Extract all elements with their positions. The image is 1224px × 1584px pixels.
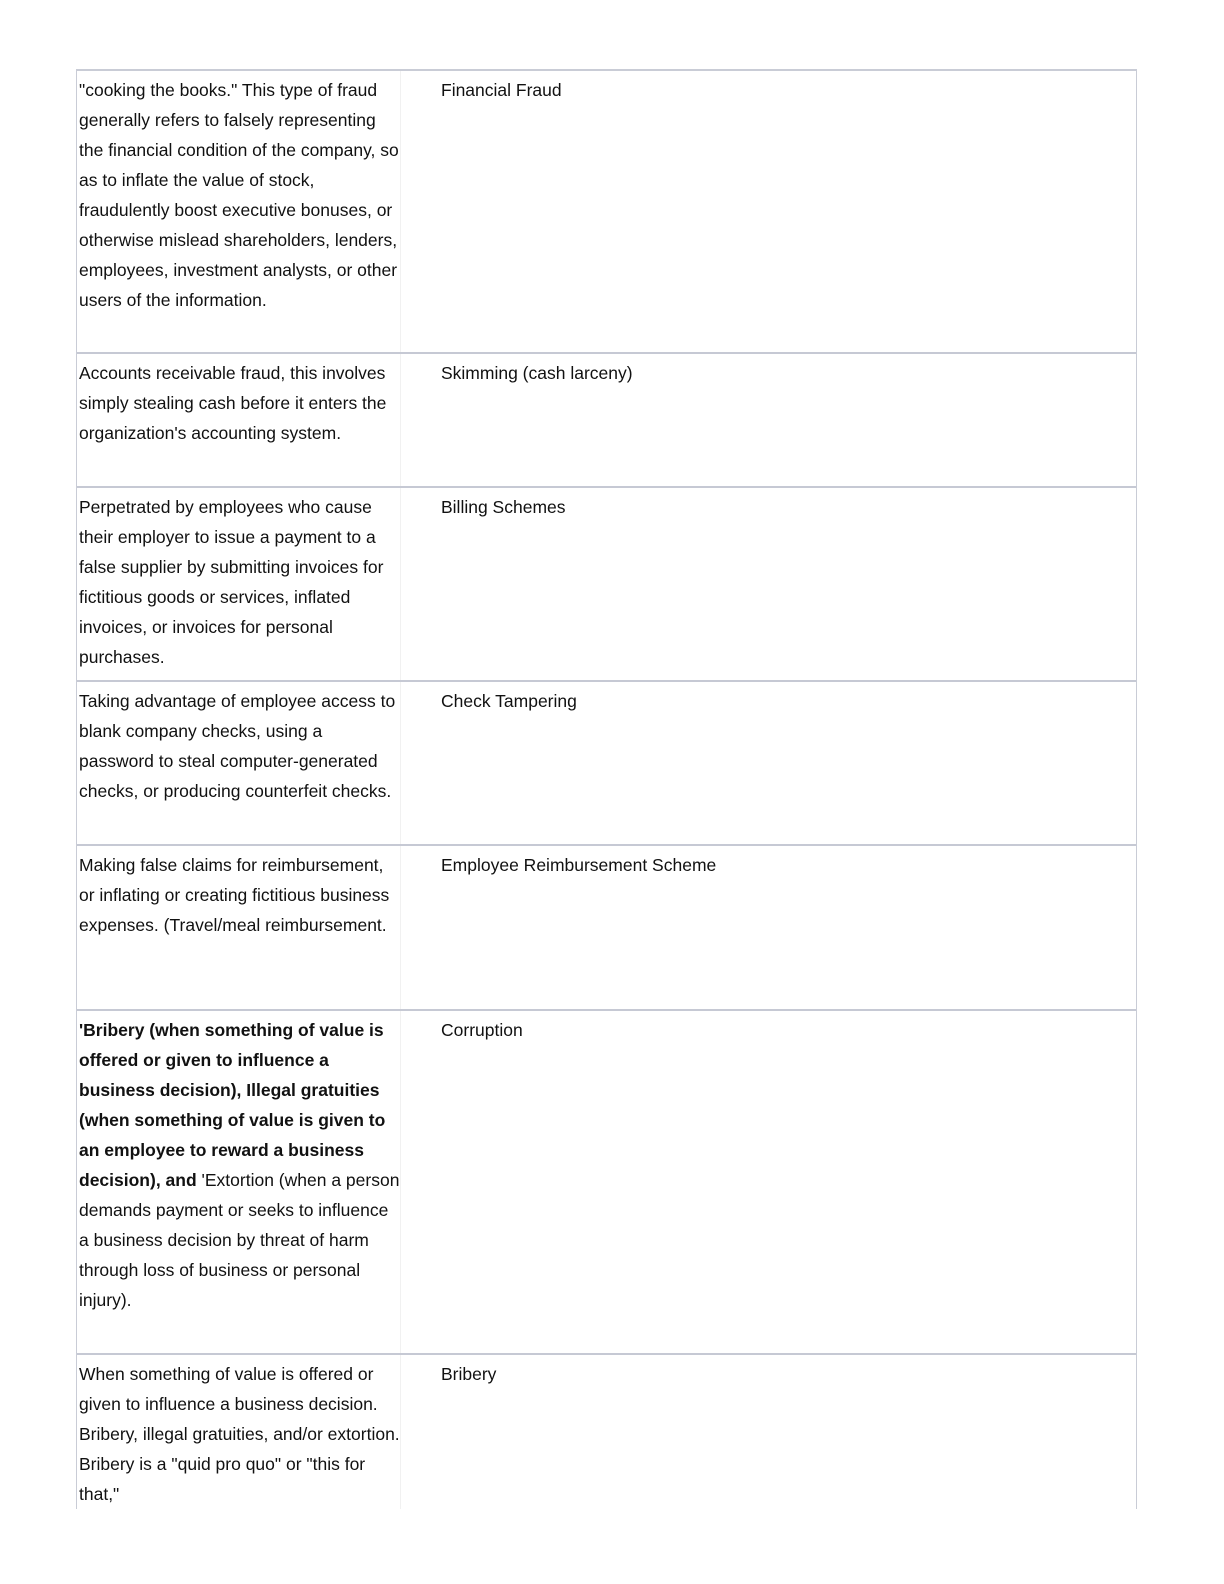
term-cell: When something of value is offered or given to influence a business decision. Bribery, illegal gratuities, and/or extortion. Bribery is a "quid pro quo" or "this for that," [77, 1355, 401, 1509]
definition-cell: Check Tampering [441, 691, 577, 711]
table-row [77, 682, 1136, 846]
term-cell: Accounts receivable fraud, this involves simply stealing cash before it enters the organization's accounting system. [77, 354, 401, 486]
term-cell [77, 1011, 401, 1353]
definition-cell: Financial Fraud [441, 80, 562, 100]
definition-cell: Corruption [441, 1020, 523, 1040]
term-rest-text: 'Extortion (when a person demands payment or seeks to influence a business decision by threat of harm through loss of business or personal injury). [79, 1170, 400, 1310]
table-row [77, 1011, 1136, 1355]
term-cell: "cooking the books." This type of fraud generally refers to falsely representing the financial condition of the company, so as to inflate the value of stock, fraudulently boost executive bonuses, or otherwise mislead shareholders, lenders, employees, investment analysts, or other users of the information. [77, 71, 401, 352]
term-bold-text: 'Bribery (when something of value is offered or given to influence a business decision), Illegal gratuities (when something of value is given to an employee to reward a business decision), and [79, 1020, 386, 1190]
table-row [77, 71, 1136, 354]
table-row [77, 1355, 1136, 1509]
term-cell: Making false claims for reimbursement, or inflating or creating fictitious business expenses. (Travel/meal reimbursement. [77, 846, 401, 1009]
definition-cell: Bribery [441, 1364, 497, 1384]
term-cell: Taking advantage of employee access to blank company checks, using a password to steal computer-generated checks, or producing counterfeit checks. [77, 682, 401, 844]
definition-cell: Employee Reimbursement Scheme [441, 855, 717, 875]
table-row [77, 354, 1136, 488]
page-footer [48, 1518, 1164, 1538]
table-row [77, 488, 1136, 682]
definition-cell: Skimming (cash larceny) [441, 363, 633, 383]
table-row [77, 846, 1136, 1011]
definition-cell: Billing Schemes [441, 497, 566, 517]
page-header [48, 30, 1164, 52]
term-cell: Perpetrated by employees who cause their employer to issue a payment to a false supplier by submitting invoices for fictitious goods or services, inflated invoices, or invoices for personal purchases. [77, 488, 401, 680]
flashcard-table [76, 69, 1137, 1509]
